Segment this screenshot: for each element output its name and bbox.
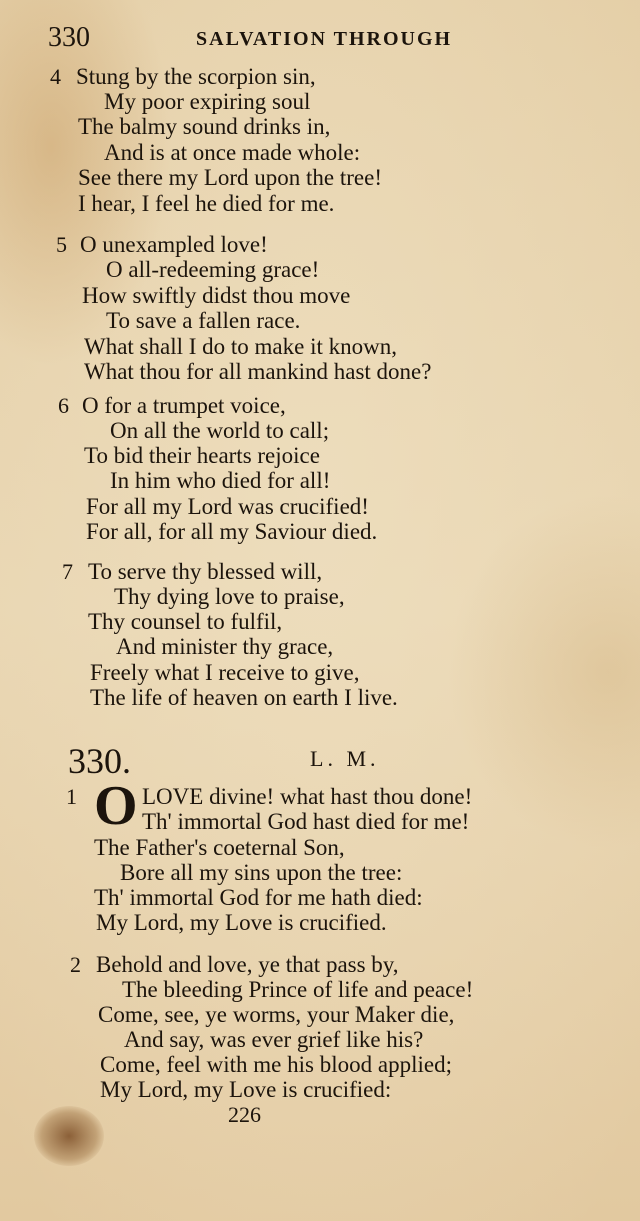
verse-line: Bore all my sins upon the tree: [120,860,403,885]
verse-line: My Lord, my Love is crucified: [100,1077,392,1102]
verse-line: See there my Lord upon the tree! [78,165,382,190]
verse-line: The balmy sound drinks in, [78,114,331,139]
page-stain [34,1106,104,1166]
verse-line: Come, see, ye worms, your Maker die, [98,1002,455,1027]
verse-line: To serve thy blessed will, [88,559,323,584]
verse-line: O for a trumpet voice, [82,393,286,418]
verse-line: Thy counsel to fulfil, [88,609,283,634]
hymn-meter: L. M. [310,746,380,771]
verse-line: Behold and love, ye that pass by, [96,952,399,977]
verse-line: Freely what I receive to give, [90,660,360,685]
running-title: SALVATION THROUGH [196,28,453,50]
stanza-number: 1 [66,784,77,809]
stanza-number: 2 [70,952,81,977]
stanza-number: 6 [58,393,69,418]
verse-line: What shall I do to make it known, [84,334,397,359]
verse-line: How swiftly didst thou move [82,283,351,308]
verse-line: My Lord, my Love is crucified. [96,910,387,935]
verse-line: On all the world to call; [110,418,330,443]
verse-line: In him who died for all! [110,468,331,493]
page-number: 330 [48,22,90,53]
verse-line: For all my Lord was crucified! [86,494,369,519]
verse-line: O all-redeeming grace! [106,257,320,282]
drop-cap: O [94,775,138,837]
stanza-number: 5 [56,232,67,257]
verse-line: The Father's coeternal Son, [94,835,345,860]
verse-line: And minister thy grace, [116,634,334,659]
verse-line: Th' immortal God for me hath died: [94,885,423,910]
verse-line: The life of heaven on earth I live. [90,685,398,710]
verse-line: LOVE divine! what hast thou done! [142,784,473,809]
verse-line: And say, was ever grief like his? [124,1027,424,1052]
verse-line: My poor expiring soul [104,89,311,114]
verse-line: The bleeding Prince of life and peace! [122,977,474,1002]
verse-line: O unexampled love! [80,232,268,257]
hymn-number: 330. [68,741,131,781]
verse-line: I hear, I feel he died for me. [78,191,335,216]
verse-line: Thy dying love to praise, [114,584,345,609]
stanza-number: 4 [50,64,61,89]
verse-line: Th' immortal God hast died for me! [142,809,470,834]
verse-line: Stung by the scorpion sin, [76,64,316,89]
footer-signature-number: 226 [228,1102,261,1127]
verse-line: To save a fallen race. [106,308,301,333]
running-head [48,22,608,58]
verse-line: What thou for all mankind hast done? [84,359,432,384]
verse-line: For all, for all my Saviour died. [86,519,378,544]
stanza-number: 7 [62,559,73,584]
verse-line: And is at once made whole: [104,140,361,165]
verse-line: To bid their hearts rejoice [84,443,320,468]
verse-line: Come, feel with me his blood applied; [100,1052,452,1077]
